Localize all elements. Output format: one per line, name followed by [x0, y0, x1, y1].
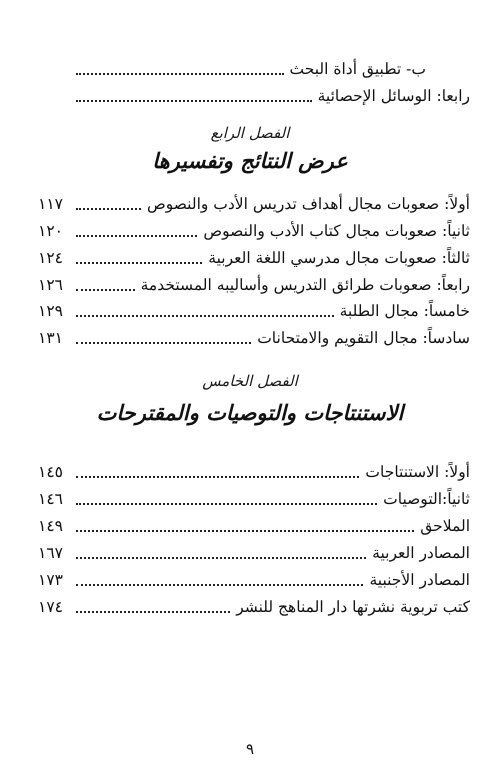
- toc-entry: [38, 85, 470, 107]
- toc-leader-dots: [76, 208, 141, 210]
- toc-entry-page: ١٦٧: [38, 544, 63, 562]
- chapter-title: عرض النتائج وتفسيرها: [152, 148, 348, 173]
- chapter-label: الفصل الخامس: [202, 372, 298, 390]
- toc-entry: [38, 58, 470, 80]
- toc-entry: [38, 488, 470, 510]
- toc-entry-title: ثالثاً: صعوبات مجال مدرسي اللغة العربية: [208, 249, 470, 267]
- toc-leader-dots: [76, 262, 202, 264]
- toc-entry-title: رابعاً: صعوبات طرائق التدريس وأساليبه المستخدمة: [140, 276, 470, 294]
- toc-leader-dots: [76, 584, 363, 586]
- toc-entry-page: ١٤٥: [38, 463, 63, 481]
- toc-entry-title: أولاً: الاستنتاجات: [365, 463, 470, 481]
- toc-entry: [38, 220, 470, 242]
- toc-entry-title: سادساً: مجال التقويم والامتحانات: [257, 329, 470, 347]
- toc-entry-page: ١٤٩: [38, 517, 63, 535]
- toc-entry-title: المصادر الأجنبية: [369, 571, 470, 589]
- toc-leader-dots: [76, 289, 135, 291]
- toc-entry-page: ١٣١: [38, 329, 63, 347]
- toc-leader-dots: [76, 503, 377, 505]
- toc-entry: [38, 247, 470, 269]
- chapter-label: الفصل الرابع: [210, 124, 290, 142]
- toc-entry: [38, 274, 470, 296]
- toc-entry: [38, 569, 470, 591]
- toc-entry: [38, 193, 470, 215]
- toc-entry-page: ١٢٤: [38, 249, 63, 267]
- toc-leader-dots: [76, 315, 334, 317]
- toc-leader-dots: [76, 100, 312, 102]
- toc-entry-page: ١١٧: [38, 195, 63, 213]
- toc-entry: [38, 300, 470, 322]
- toc-entry-title: ثانياً: صعوبات مجال كتاب الأدب والنصوص: [203, 222, 470, 240]
- toc-entry: [38, 542, 470, 564]
- toc-entry: [38, 327, 470, 349]
- chapter-title: الاستنتاجات والتوصيات والمقترحات: [96, 400, 404, 425]
- toc-entry-page: ١٤٦: [38, 490, 63, 508]
- toc-entry-title: الملاحق: [420, 517, 470, 535]
- page-number: ٩: [245, 740, 255, 758]
- toc-entry-title: خامساً: مجال الطلبة: [339, 302, 470, 320]
- toc-leader-dots: [76, 530, 414, 532]
- toc-entry-title: أولاً: صعوبات مجال أهداف تدريس الأدب والنصوص: [146, 195, 470, 213]
- toc-entry-title: كتب تربوية نشرتها دار المناهج للنشر: [236, 598, 470, 616]
- toc-leader-dots: [76, 611, 230, 613]
- toc-leader-dots: [76, 557, 366, 559]
- toc-entry-title: ب- تطبيق أداة البحث: [289, 60, 426, 78]
- toc-entry-page: ١٢٦: [38, 276, 63, 294]
- toc-entry-page: ١٢٩: [38, 302, 63, 320]
- toc-entry-page: ١٢٠: [38, 222, 63, 240]
- toc-entry: [38, 596, 470, 618]
- toc-leader-dots: [76, 342, 251, 344]
- toc-entry: [38, 515, 470, 537]
- toc-entry-page: ١٧٤: [38, 598, 63, 616]
- toc-entry-title: رابعا: الوسائل الإحصائية: [317, 87, 470, 105]
- toc-entry: [38, 461, 470, 483]
- toc-leader-dots: [76, 73, 284, 75]
- toc-leader-dots: [76, 476, 359, 478]
- toc-entry-title: ثانياً:التوصيات: [383, 490, 470, 508]
- toc-entry-title: المصادر العربية: [372, 544, 470, 562]
- toc-entry-page: ١٧٣: [38, 571, 63, 589]
- toc-leader-dots: [76, 235, 197, 237]
